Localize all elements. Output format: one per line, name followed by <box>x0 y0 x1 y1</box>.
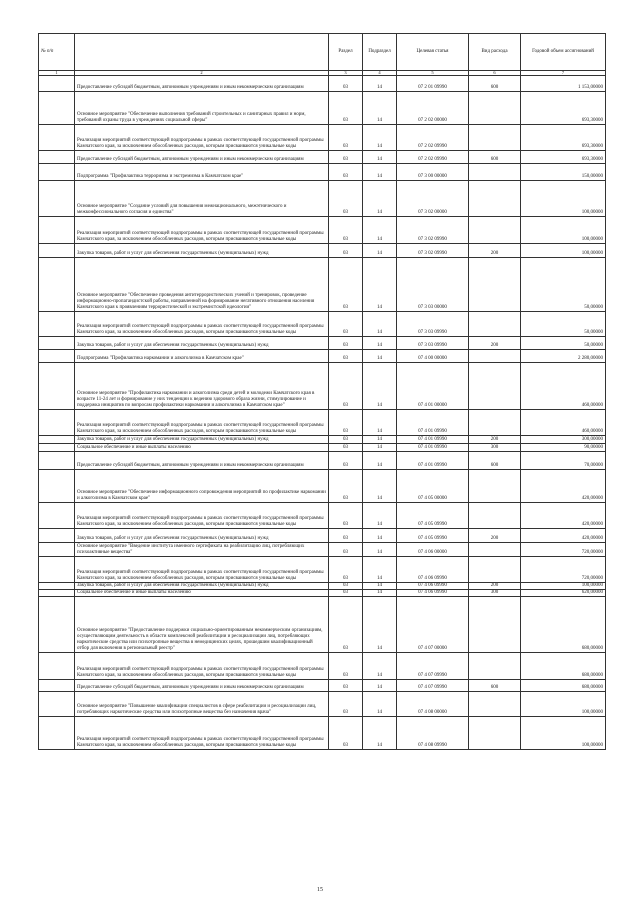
row-annual-volume: 300,00000 <box>521 436 606 444</box>
row-number <box>39 653 75 680</box>
row-name: Реализация мероприятий соответствующей подпрограммы в рамках соответствующей государственной программы Камчатского края, за исключением обособленных расходов, которым присваиваются уникальные коды <box>75 217 329 244</box>
row-target-article: 07 4 06 09990 <box>397 590 469 597</box>
row-target-article: 07 4 01 09990 <box>397 452 469 470</box>
column-index: 7 <box>521 71 606 76</box>
row-razdel: 03 <box>329 470 363 503</box>
row-razdel: 03 <box>329 452 363 470</box>
row-annual-volume: 720,00000 <box>521 543 606 557</box>
row-annual-volume: 150,00000 <box>521 164 606 181</box>
row-number <box>39 557 75 583</box>
row-target-article: 07 4 07 09990 <box>397 680 469 692</box>
table-row <box>39 436 606 444</box>
row-name: Подпрограмма "Профилактика наркомании и алкоголизма в Камчатском крае" <box>75 350 329 363</box>
row-expense-type <box>469 503 521 529</box>
header-name <box>75 34 329 71</box>
row-podrazdel: 14 <box>363 597 397 653</box>
row-podrazdel: 14 <box>363 363 397 410</box>
row-number <box>39 444 75 452</box>
row-razdel: 03 <box>329 653 363 680</box>
row-name: Закупка товаров, работ и услуг для обеспечения государственных (муниципальных) нужд <box>75 244 329 258</box>
row-name: Основное мероприятие "Обеспечение выполнения требований строительных и санитарных правил и норм, требований охраны труда в учреждениях социальной сферы" <box>75 92 329 125</box>
header-podrazdel: Подраздел <box>363 34 397 71</box>
row-annual-volume: 460,00000 <box>521 363 606 410</box>
table-row <box>39 717 606 750</box>
row-number <box>39 692 75 717</box>
row-target-article: 07 2 02 09990 <box>397 125 469 151</box>
row-expense-type <box>469 653 521 680</box>
row-razdel: 03 <box>329 503 363 529</box>
row-podrazdel: 14 <box>363 436 397 444</box>
row-podrazdel: 14 <box>363 76 397 92</box>
row-number <box>39 125 75 151</box>
row-podrazdel: 14 <box>363 151 397 164</box>
row-name: Реализация мероприятий соответствующей подпрограммы в рамках соответствующей государственной программы Камчатского края, за исключением обособленных расходов, которым присваиваются уникальные коды <box>75 503 329 529</box>
row-number <box>39 217 75 244</box>
row-podrazdel: 14 <box>363 181 397 217</box>
row-razdel: 03 <box>329 217 363 244</box>
row-annual-volume: 100,00000 <box>521 717 606 750</box>
column-index: 3 <box>329 71 363 76</box>
row-razdel: 03 <box>329 181 363 217</box>
row-number <box>39 363 75 410</box>
row-razdel: 03 <box>329 258 363 312</box>
row-podrazdel: 14 <box>363 543 397 557</box>
row-razdel: 03 <box>329 363 363 410</box>
row-name: Реализация мероприятий соответствующей подпрограммы в рамках соответствующей государственной программы Камчатского края, за исключением обособленных расходов, которым присваиваются уникальные коды <box>75 717 329 750</box>
table-header-row <box>39 34 606 71</box>
row-name: Основное мероприятие "Повышение квалификации специалистов в сфере реабилитации и ресоциализации лиц, потребляющих наркотические средства или психотропные вещества без назначения врача" <box>75 692 329 717</box>
row-expense-type: 600 <box>469 151 521 164</box>
row-expense-type <box>469 717 521 750</box>
row-razdel: 03 <box>329 557 363 583</box>
row-target-article: 07 4 08 09990 <box>397 717 469 750</box>
row-annual-volume: 693,30000 <box>521 125 606 151</box>
row-target-article: 07 4 00 00000 <box>397 350 469 363</box>
table-row <box>39 503 606 529</box>
table-row <box>39 410 606 436</box>
table-row <box>39 444 606 452</box>
row-number <box>39 680 75 692</box>
column-index: 5 <box>397 71 469 76</box>
row-razdel: 03 <box>329 164 363 181</box>
row-expense-type <box>469 92 521 125</box>
row-razdel: 03 <box>329 76 363 92</box>
row-number <box>39 181 75 217</box>
row-annual-volume: 100,00000 <box>521 692 606 717</box>
row-annual-volume: 1 153,00000 <box>521 76 606 92</box>
row-target-article: 07 3 03 00000 <box>397 258 469 312</box>
row-expense-type: 300 <box>469 590 521 597</box>
row-annual-volume: 50,00000 <box>521 337 606 350</box>
row-number <box>39 597 75 653</box>
row-target-article: 07 4 05 09990 <box>397 503 469 529</box>
column-index: 1 <box>39 71 75 76</box>
table-row <box>39 164 606 181</box>
row-target-article: 07 2 02 09990 <box>397 151 469 164</box>
row-target-article: 07 3 03 09990 <box>397 337 469 350</box>
row-annual-volume: 420,00000 <box>521 503 606 529</box>
row-name: Закупка товаров, работ и услуг для обеспечения государственных (муниципальных) нужд <box>75 436 329 444</box>
row-target-article: 07 4 06 09990 <box>397 583 469 590</box>
row-razdel: 03 <box>329 436 363 444</box>
row-target-article: 07 2 02 00000 <box>397 92 469 125</box>
row-name: Основное мероприятие "Обеспечение информационного сопровождения мероприятий по профилактике наркомании и алкоголизма в Камчатском крае" <box>75 470 329 503</box>
row-podrazdel: 14 <box>363 590 397 597</box>
table-row <box>39 125 606 151</box>
row-podrazdel: 14 <box>363 503 397 529</box>
row-expense-type <box>469 543 521 557</box>
table-row <box>39 181 606 217</box>
table-row <box>39 653 606 680</box>
row-expense-type <box>469 181 521 217</box>
row-target-article: 07 4 07 00000 <box>397 597 469 653</box>
row-razdel: 03 <box>329 410 363 436</box>
row-annual-volume: 693,30000 <box>521 151 606 164</box>
table-row <box>39 217 606 244</box>
row-annual-volume: 100,00000 <box>521 583 606 590</box>
row-annual-volume: 2 280,00000 <box>521 350 606 363</box>
row-number <box>39 258 75 312</box>
row-podrazdel: 14 <box>363 164 397 181</box>
row-podrazdel: 14 <box>363 410 397 436</box>
row-annual-volume: 90,00000 <box>521 444 606 452</box>
row-name: Реализация мероприятий соответствующей подпрограммы в рамках соответствующей государственной программы Камчатского края, за исключением обособленных расходов, которым присваиваются уникальные коды <box>75 653 329 680</box>
column-index: 2 <box>75 71 329 76</box>
row-razdel: 03 <box>329 597 363 653</box>
header-razdel: Раздел <box>329 34 363 71</box>
row-target-article: 07 3 03 09990 <box>397 312 469 337</box>
row-expense-type <box>469 258 521 312</box>
row-name: Основное мероприятие "Предоставление поддержки социально-ориентированным некоммерческим организациям, осуществляющим деятельность в области комплексной реабилитации и ресоциализации лиц, потребляющих наркотические средства или психотропные вещества в немедицинских целях, прошедшим квалификационный отбор для включения в региональный реестр" <box>75 597 329 653</box>
row-podrazdel: 14 <box>363 583 397 590</box>
table-row <box>39 597 606 653</box>
budget-allocation-table <box>38 33 606 750</box>
row-name: Социальное обеспечение и иные выплаты населению <box>75 590 329 597</box>
row-podrazdel: 14 <box>363 529 397 543</box>
row-expense-type: 600 <box>469 452 521 470</box>
row-expense-type: 600 <box>469 76 521 92</box>
column-index: 6 <box>469 71 521 76</box>
table-row <box>39 590 606 597</box>
row-podrazdel: 14 <box>363 258 397 312</box>
row-target-article: 07 4 08 00000 <box>397 692 469 717</box>
row-annual-volume: 50,00000 <box>521 258 606 312</box>
row-annual-volume: 693,30000 <box>521 92 606 125</box>
row-number <box>39 717 75 750</box>
row-podrazdel: 14 <box>363 444 397 452</box>
row-podrazdel: 14 <box>363 653 397 680</box>
header-expense-type: Вид расхода <box>469 34 521 71</box>
row-razdel: 03 <box>329 244 363 258</box>
table-row <box>39 543 606 557</box>
row-number <box>39 76 75 92</box>
row-razdel: 03 <box>329 590 363 597</box>
row-number <box>39 151 75 164</box>
row-annual-volume: 100,00000 <box>521 181 606 217</box>
row-podrazdel: 14 <box>363 680 397 692</box>
row-name: Закупка товаров, работ и услуг для обеспечения государственных (муниципальных) нужд <box>75 337 329 350</box>
row-number <box>39 244 75 258</box>
row-name: Закупка товаров, работ и услуг для обеспечения государственных (муниципальных) нужд <box>75 529 329 543</box>
row-number <box>39 503 75 529</box>
table-row <box>39 680 606 692</box>
row-number <box>39 337 75 350</box>
row-podrazdel: 14 <box>363 350 397 363</box>
row-expense-type <box>469 312 521 337</box>
table-body <box>39 76 606 750</box>
table-row <box>39 312 606 337</box>
row-number <box>39 92 75 125</box>
table-row <box>39 692 606 717</box>
row-name: Основное мероприятие "Введение института именного сертификата на реабилитацию лиц, потребляющих психоактивные вещества" <box>75 543 329 557</box>
row-podrazdel: 14 <box>363 312 397 337</box>
row-razdel: 03 <box>329 350 363 363</box>
row-podrazdel: 14 <box>363 470 397 503</box>
row-expense-type <box>469 692 521 717</box>
row-number <box>39 436 75 444</box>
row-name: Предоставление субсидий бюджетным, автономным учреждениям и иным некоммерческим организациям <box>75 680 329 692</box>
table-row <box>39 258 606 312</box>
row-podrazdel: 14 <box>363 92 397 125</box>
row-number <box>39 350 75 363</box>
row-target-article: 07 3 02 00000 <box>397 181 469 217</box>
row-expense-type: 200 <box>469 529 521 543</box>
row-podrazdel: 14 <box>363 557 397 583</box>
row-razdel: 03 <box>329 444 363 452</box>
row-expense-type <box>469 217 521 244</box>
row-expense-type <box>469 470 521 503</box>
row-expense-type <box>469 597 521 653</box>
row-number <box>39 470 75 503</box>
row-name: Реализация мероприятий соответствующей подпрограммы в рамках соответствующей государственной программы Камчатского края, за исключением обособленных расходов, которым присваиваются уникальные коды <box>75 557 329 583</box>
table-row <box>39 363 606 410</box>
row-expense-type <box>469 350 521 363</box>
table-row <box>39 529 606 543</box>
row-expense-type: 600 <box>469 680 521 692</box>
row-target-article: 07 4 01 09990 <box>397 444 469 452</box>
row-name: Основное мероприятие "Обеспечение проведения антитеррористических учений и тренировок, проведение информационно-пропагандистской работы, направленной на формирование негативного отношения населения Камчатского края к проявлениям террористической и экстремистской идеологии" <box>75 258 329 312</box>
row-target-article: 07 4 01 09990 <box>397 436 469 444</box>
row-number <box>39 583 75 590</box>
table-row <box>39 337 606 350</box>
row-target-article: 07 3 02 09990 <box>397 217 469 244</box>
row-target-article: 07 4 06 09990 <box>397 557 469 583</box>
table-row <box>39 583 606 590</box>
table-row <box>39 92 606 125</box>
row-name: Реализация мероприятий соответствующей подпрограммы в рамках соответствующей государственной программы Камчатского края, за исключением обособленных расходов, которым присваиваются уникальные коды <box>75 125 329 151</box>
row-target-article: 07 4 07 09990 <box>397 653 469 680</box>
header-annual-volume: Годовой объем ассигнований <box>521 34 606 71</box>
row-target-article: 07 3 00 00000 <box>397 164 469 181</box>
row-podrazdel: 14 <box>363 717 397 750</box>
row-podrazdel: 14 <box>363 692 397 717</box>
row-target-article: 07 4 01 00000 <box>397 363 469 410</box>
table-row <box>39 470 606 503</box>
row-annual-volume: 680,00000 <box>521 680 606 692</box>
row-razdel: 03 <box>329 680 363 692</box>
row-annual-volume: 100,00000 <box>521 244 606 258</box>
row-target-article: 07 4 05 00000 <box>397 470 469 503</box>
row-razdel: 03 <box>329 529 363 543</box>
row-annual-volume: 100,00000 <box>521 217 606 244</box>
row-expense-type: 200 <box>469 244 521 258</box>
row-name: Предоставление субсидий бюджетным, автономным учреждениям и иным некоммерческим организациям <box>75 452 329 470</box>
row-annual-volume: 50,00000 <box>521 312 606 337</box>
row-number <box>39 543 75 557</box>
row-annual-volume: 720,00000 <box>521 557 606 583</box>
row-expense-type: 200 <box>469 436 521 444</box>
row-target-article: 07 4 05 09990 <box>397 529 469 543</box>
row-annual-volume: 420,00000 <box>521 470 606 503</box>
row-razdel: 03 <box>329 125 363 151</box>
row-number <box>39 590 75 597</box>
row-name: Основное мероприятие "Профилактика наркомании и алкоголизма среди детей и молодежи Камчатского края в возрасте 11-24 лет и формирование у них тенденции к ведению здорового образа жизни, стимулирование и поддержка инициатив по вопросам профилактики наркомании и алкоголизма в Камчатском крае" <box>75 363 329 410</box>
row-annual-volume: 420,00000 <box>521 529 606 543</box>
row-name: Предоставление субсидий бюджетным, автономным учреждениям и иным некоммерческим организациям <box>75 151 329 164</box>
row-expense-type <box>469 164 521 181</box>
header-num: № п/п <box>39 34 75 71</box>
row-razdel: 03 <box>329 717 363 750</box>
budget-table-container <box>38 33 605 750</box>
row-number <box>39 312 75 337</box>
row-target-article: 07 4 06 00000 <box>397 543 469 557</box>
row-razdel: 03 <box>329 312 363 337</box>
row-name: Подпрограмма "Профилактика терроризма и экстремизма в Камчатском крае" <box>75 164 329 181</box>
row-razdel: 03 <box>329 337 363 350</box>
row-annual-volume: 620,00000 <box>521 590 606 597</box>
row-name: Реализация мероприятий соответствующей подпрограммы в рамках соответствующей государственной программы Камчатского края, за исключением обособленных расходов, которым присваиваются уникальные коды <box>75 312 329 337</box>
row-annual-volume: 70,00000 <box>521 452 606 470</box>
row-expense-type <box>469 363 521 410</box>
row-podrazdel: 14 <box>363 125 397 151</box>
row-podrazdel: 14 <box>363 217 397 244</box>
column-index: 4 <box>363 71 397 76</box>
row-razdel: 03 <box>329 583 363 590</box>
table-row <box>39 244 606 258</box>
row-name: Социальное обеспечение и иные выплаты населению <box>75 444 329 452</box>
row-razdel: 03 <box>329 151 363 164</box>
row-podrazdel: 14 <box>363 244 397 258</box>
row-target-article: 07 3 02 09990 <box>397 244 469 258</box>
row-annual-volume: 460,00000 <box>521 410 606 436</box>
row-expense-type <box>469 125 521 151</box>
table-row <box>39 350 606 363</box>
table-row <box>39 452 606 470</box>
row-expense-type: 200 <box>469 337 521 350</box>
row-razdel: 03 <box>329 92 363 125</box>
row-expense-type: 300 <box>469 444 521 452</box>
row-number <box>39 164 75 181</box>
row-name: Предоставление субсидий бюджетным, автономным учреждениям и иным некоммерческим организациям <box>75 76 329 92</box>
row-name: Реализация мероприятий соответствующей подпрограммы в рамках соответствующей государственной программы Камчатского края, за исключением обособленных расходов, которым присваиваются уникальные коды <box>75 410 329 436</box>
table-row <box>39 557 606 583</box>
table-row <box>39 76 606 92</box>
row-name: Закупка товаров, работ и услуг для обеспечения государственных (муниципальных) нужд <box>75 583 329 590</box>
row-annual-volume: 680,00000 <box>521 653 606 680</box>
row-expense-type <box>469 410 521 436</box>
row-razdel: 03 <box>329 543 363 557</box>
row-expense-type: 200 <box>469 583 521 590</box>
header-target-article: Целевая статья <box>397 34 469 71</box>
row-podrazdel: 14 <box>363 337 397 350</box>
row-number <box>39 410 75 436</box>
table-row <box>39 151 606 164</box>
row-name: Основное мероприятие "Создание условий для повышения межнационального, межэтнического и межконфессионального согласия и единства" <box>75 181 329 217</box>
row-razdel: 03 <box>329 692 363 717</box>
row-target-article: 07 2 01 09990 <box>397 76 469 92</box>
row-target-article: 07 4 01 09990 <box>397 410 469 436</box>
row-podrazdel: 14 <box>363 452 397 470</box>
row-number <box>39 529 75 543</box>
row-annual-volume: 680,00000 <box>521 597 606 653</box>
row-expense-type <box>469 557 521 583</box>
page-number: 15 <box>317 887 323 893</box>
row-number <box>39 452 75 470</box>
